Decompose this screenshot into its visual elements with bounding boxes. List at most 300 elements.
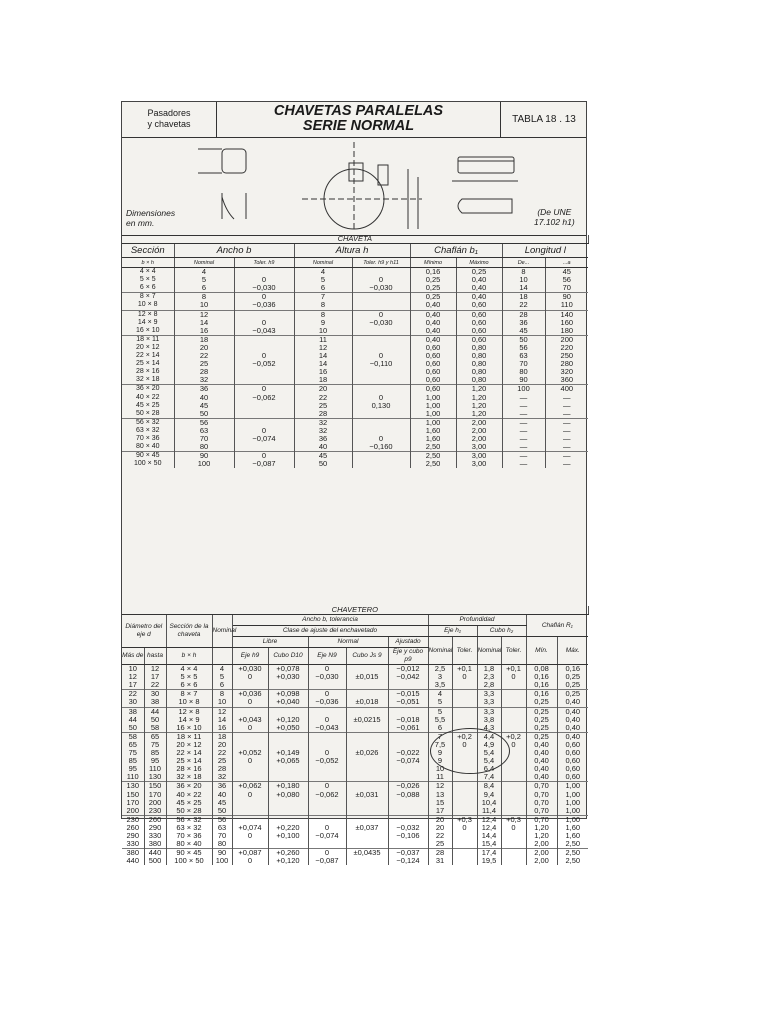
une-line-2: 17.102 h1) <box>534 217 575 227</box>
cell-tb: −0,062 <box>234 394 294 402</box>
cell-d1: 50 <box>122 724 144 733</box>
col-nominal: Nominal <box>212 615 232 648</box>
cell-h1: 22 <box>428 832 452 840</box>
cell-h: 8 <box>294 301 352 310</box>
cell-h1: 25 <box>428 840 452 849</box>
cell-d1: 230 <box>122 815 144 824</box>
cell-l1: 0 <box>232 757 268 765</box>
cell-h1: 6 <box>428 724 452 733</box>
cell-th: −0,110 <box>352 360 410 368</box>
cell-mx: 0,60 <box>565 756 581 766</box>
cell-h1: 5 <box>428 698 452 707</box>
cell-th: −0,160 <box>352 443 410 452</box>
cell-n: 36 <box>212 782 232 791</box>
sub-nominal-cubo: Nominal <box>477 637 501 665</box>
cell-mn: 0,40 <box>526 757 557 765</box>
cell-d2: 260 <box>144 815 166 824</box>
sub-cubo-d10: Cubo D10 <box>268 648 308 665</box>
cell-mx: 1,00 <box>565 805 581 815</box>
cell-mn: 1,00 <box>410 410 456 419</box>
cell-l2: +0,040 <box>268 698 308 707</box>
cell-d2: 150 <box>144 782 166 791</box>
cell-t2 <box>501 681 526 690</box>
cell-de: 10 <box>502 276 545 284</box>
section-line-2: y chavetas <box>147 119 191 129</box>
cell-th: 0 <box>352 394 410 402</box>
cell-tb <box>234 410 294 419</box>
cell-mn: 1,00 <box>410 394 456 402</box>
cell-n: 6 <box>212 681 232 690</box>
sub-blank <box>212 648 232 665</box>
cell-mn: 1,00 <box>410 402 456 410</box>
cell-n: 10 <box>212 698 232 707</box>
cell-mx: 1,20 <box>456 385 502 394</box>
section-label <box>122 102 217 137</box>
cell-a: 90 <box>545 293 588 302</box>
cell-de: — <box>502 443 545 452</box>
cell-mx: 0,60 <box>565 739 581 749</box>
cell-th <box>352 460 410 468</box>
cell-mn: 2,50 <box>410 460 456 468</box>
cell-th <box>352 301 410 310</box>
cell-l2: +0,080 <box>268 791 308 799</box>
cell-mn: 1,20 <box>526 824 557 832</box>
cell-s: 63 × 32 <box>122 427 174 435</box>
cell-t1 <box>452 716 477 724</box>
cell-a: 56 <box>562 275 571 285</box>
cell-n1: 0 <box>308 690 346 699</box>
cell-n: 20 <box>212 741 232 749</box>
cell-t2 <box>501 799 526 807</box>
cell-d2: 330 <box>144 832 166 840</box>
sub-eje-h9: Eje h9 <box>232 648 268 665</box>
cell-h2: 3,3 <box>477 690 501 699</box>
cell-th <box>352 418 410 427</box>
cell-h2: 2,3 <box>477 673 501 681</box>
cell-aj: −0,088 <box>388 791 428 799</box>
cell-n2: ±0,0215 <box>346 716 388 724</box>
cell-aj: −0,042 <box>388 673 428 681</box>
cell-d2: 30 <box>144 690 166 699</box>
cell-mn: 0,25 <box>410 276 456 284</box>
cell-h1: 20 <box>428 824 452 832</box>
cell-mn: 0,25 <box>526 698 557 707</box>
cell-s: 90 × 45 <box>122 452 174 461</box>
cell-d2: 110 <box>144 765 166 773</box>
cell-a: 110 <box>560 300 573 310</box>
cell-a: — <box>563 408 571 418</box>
cell-d1: 58 <box>122 732 144 741</box>
cell-aj: −0,106 <box>388 832 428 840</box>
cell-s: 20 × 12 <box>122 344 174 352</box>
table-row <box>122 360 588 368</box>
cell-th <box>352 410 410 419</box>
sub-toler-h9: Toler. h9 <box>234 258 294 268</box>
cell-h1: 20 <box>428 815 452 824</box>
cell-h: 32 <box>294 418 352 427</box>
cell-l1: 0 <box>232 673 268 681</box>
cell-aj: −0,022 <box>388 749 428 757</box>
cell-b: 50 <box>174 410 234 419</box>
cell-mx: 3,00 <box>456 460 502 468</box>
cell-t2: +0,3 <box>501 815 526 824</box>
cell-d1: 65 <box>122 741 144 749</box>
cell-l1: +0,087 <box>232 849 268 858</box>
cell-th <box>352 368 410 376</box>
cell-l1: +0,043 <box>232 716 268 724</box>
cell-l1 <box>232 807 268 816</box>
cell-mx: 0,40 <box>565 714 581 724</box>
cell-mn: 0,60 <box>410 368 456 376</box>
col-ajustado: Ajustado <box>388 637 428 648</box>
chavetero-table <box>122 606 589 865</box>
section-line-1: Pasadores <box>147 108 191 118</box>
cell-b: 4 <box>174 268 234 277</box>
cell-mn: 0,16 <box>526 690 557 699</box>
cell-mx: 2,00 <box>456 435 502 443</box>
cell-d1: 38 <box>122 707 144 716</box>
cell-mn: 0,16 <box>410 268 456 277</box>
sub-maximo: Máximo <box>456 258 502 268</box>
cell-n1: −0,043 <box>308 724 346 733</box>
cell-mx: 2,50 <box>565 839 581 849</box>
cell-l2: +0,100 <box>268 832 308 840</box>
cell-mn: 2,50 <box>410 443 456 452</box>
cell-h: 28 <box>294 410 352 419</box>
cell-n: 5 <box>212 673 232 681</box>
cell-a: 220 <box>560 342 574 352</box>
cell-aj <box>388 807 428 816</box>
sheet-header <box>122 102 586 138</box>
cell-tb <box>234 368 294 376</box>
sub-min: Mín. <box>526 637 557 665</box>
cell-a: 200 <box>545 335 588 344</box>
cell-n: 8 <box>212 690 232 699</box>
cell-t1 <box>452 707 477 716</box>
cell-mx: 0,40 <box>557 732 588 741</box>
cell-n2: ±0,037 <box>346 824 388 832</box>
col-seccion: Sección <box>122 244 174 258</box>
cell-a: 360 <box>560 375 574 385</box>
cell-d1: 44 <box>122 716 144 724</box>
cell-s: 50 × 28 <box>166 807 212 816</box>
cell-mn: 0,40 <box>410 335 456 344</box>
cell-mx: 1,00 <box>557 782 588 791</box>
cell-n: 50 <box>212 807 232 816</box>
cell-d2: 170 <box>144 791 166 799</box>
cell-n2 <box>346 773 388 782</box>
cell-n2: ±0,015 <box>346 673 388 681</box>
cell-h: 12 <box>294 344 352 352</box>
table-row <box>122 452 588 461</box>
sub-nominal-eje: Nominal <box>428 637 452 665</box>
key-seat-drawing <box>349 163 363 181</box>
cell-n1: 0 <box>308 824 346 832</box>
cell-t1 <box>452 773 477 782</box>
cell-s: 90 × 45 <box>166 849 212 858</box>
cell-s: 6 × 6 <box>122 284 174 293</box>
cell-t2 <box>501 765 526 773</box>
cell-t2: 0 <box>501 673 526 681</box>
cell-a: — <box>563 442 571 452</box>
cell-l1: +0,030 <box>232 665 268 674</box>
cell-n: 28 <box>212 765 232 773</box>
cell-mn: 1,60 <box>410 435 456 443</box>
cell-mx: 0,40 <box>565 722 581 732</box>
cell-s: 32 × 18 <box>166 773 212 782</box>
cell-n: 14 <box>212 716 232 724</box>
cell-l1: 0 <box>232 791 268 799</box>
cell-l2 <box>268 807 308 816</box>
cell-h: 45 <box>294 452 352 461</box>
cell-n1 <box>308 807 346 816</box>
cell-n1: −0,052 <box>308 757 346 765</box>
cell-d2: 44 <box>144 707 166 716</box>
cell-s: 80 × 40 <box>166 840 212 849</box>
cell-de: — <box>502 435 545 443</box>
cell-mx: 1,60 <box>565 830 581 840</box>
cell-s: 14 × 9 <box>166 716 212 724</box>
cell-b: 80 <box>174 443 234 452</box>
cell-a: — <box>563 392 571 402</box>
cell-n1: 0 <box>308 782 346 791</box>
cell-th <box>352 335 410 344</box>
cell-s: 12 × 8 <box>166 707 212 716</box>
cell-a: 400 <box>545 385 588 394</box>
cell-s: 8 × 7 <box>166 690 212 699</box>
cell-h2: 4,4 <box>477 732 501 741</box>
hand-drawn-circle <box>430 728 510 774</box>
sub-bxh: b × h <box>166 648 212 665</box>
cell-l2 <box>268 765 308 773</box>
cell-b: 36 <box>174 385 234 394</box>
cell-h1: 9 <box>428 749 452 757</box>
cell-th <box>352 327 410 336</box>
cell-mn: 0,70 <box>526 791 557 799</box>
sub-hasta: hasta <box>144 648 166 665</box>
cell-aj: −0,026 <box>388 782 428 791</box>
cell-t1: +0,2 <box>452 732 477 741</box>
cell-t1 <box>452 698 477 707</box>
sub-eje-cubo-p9: Eje y cubo p9 <box>388 648 428 665</box>
cell-t1 <box>452 690 477 699</box>
sub-minimo: Mínimo <box>410 258 456 268</box>
cell-d1: 17 <box>122 681 144 690</box>
cell-l2: +0,149 <box>268 749 308 757</box>
cell-d2: 22 <box>144 681 166 690</box>
cell-th: 0 <box>352 310 410 319</box>
cell-d2: 75 <box>144 741 166 749</box>
cell-th <box>352 452 410 461</box>
cell-s: 80 × 40 <box>122 443 174 452</box>
chaveta-band: CHAVETA <box>122 235 588 244</box>
cell-t2 <box>501 807 526 816</box>
cell-d1: 30 <box>122 698 144 707</box>
cell-l2 <box>268 799 308 807</box>
cell-n1: 0 <box>308 665 346 674</box>
cell-s: 22 × 14 <box>166 749 212 757</box>
cell-mx: 0,60 <box>565 764 581 774</box>
cell-t1 <box>452 681 477 690</box>
table-row <box>122 310 588 319</box>
cell-mn: 0,25 <box>526 724 557 733</box>
cell-s: 40 × 22 <box>122 394 174 402</box>
cell-tb <box>234 335 294 344</box>
une-line-1: (De UNE <box>537 207 572 217</box>
cell-d1: 290 <box>122 832 144 840</box>
cell-h: 22 <box>294 394 352 402</box>
cell-s: 4 × 4 <box>166 665 212 674</box>
cell-b: 22 <box>174 352 234 360</box>
cell-a: 280 <box>560 359 574 369</box>
cell-s: 45 × 25 <box>166 799 212 807</box>
cell-mx: 2,50 <box>565 856 581 866</box>
chaveta-table <box>122 235 589 468</box>
cell-n1: 0 <box>308 849 346 858</box>
cell-aj: −0,018 <box>388 716 428 724</box>
cell-t2 <box>501 782 526 791</box>
cell-mn: 0,25 <box>526 716 557 724</box>
table-row <box>122 698 588 707</box>
cell-mn: 0,40 <box>526 773 557 782</box>
cell-mx: 0,80 <box>456 360 502 368</box>
cell-n2: ±0,026 <box>346 749 388 757</box>
cell-h1: 31 <box>428 857 452 865</box>
cell-s: 63 × 32 <box>166 824 212 832</box>
cell-b: 14 <box>174 319 234 327</box>
cell-mx: 0,60 <box>456 310 502 319</box>
cell-n1: −0,074 <box>308 832 346 840</box>
cell-b: 63 <box>174 427 234 435</box>
cell-h2: 3,3 <box>477 698 501 707</box>
cell-l2: +0,180 <box>268 782 308 791</box>
cell-mn: 0,40 <box>526 765 557 773</box>
cell-h: 7 <box>294 293 352 302</box>
cell-aj: −0,015 <box>388 690 428 699</box>
cell-aj: −0,037 <box>388 849 428 858</box>
cell-n: 80 <box>212 840 232 849</box>
cell-h: 16 <box>294 368 352 376</box>
cell-s: 5 × 5 <box>166 673 212 681</box>
cell-n: 40 <box>212 791 232 799</box>
table-id: TABLA 18 . 13 <box>512 114 576 125</box>
cell-a: 70 <box>562 283 571 293</box>
cell-n2 <box>346 732 388 741</box>
sub-nominal-2: Nominal <box>294 258 352 268</box>
cell-s: 18 × 11 <box>122 335 174 344</box>
cell-n: 32 <box>212 773 232 782</box>
dims-line-2: en mm. <box>126 218 155 228</box>
cell-d2: 65 <box>144 732 166 741</box>
key-table-sheet <box>121 101 587 866</box>
cell-h1: 13 <box>428 791 452 799</box>
cell-d1: 150 <box>122 791 144 799</box>
cell-t1 <box>452 799 477 807</box>
cell-h2: 9,4 <box>477 791 501 799</box>
cell-s: 40 × 22 <box>166 791 212 799</box>
table-row <box>122 368 588 376</box>
cell-l2: +0,078 <box>268 665 308 674</box>
cell-s: 8 × 7 <box>122 293 174 302</box>
cell-aj: −0,032 <box>388 824 428 832</box>
cell-aj <box>388 732 428 741</box>
cell-h2: 3,8 <box>477 716 501 724</box>
cell-de: — <box>502 460 545 468</box>
cell-a: 250 <box>560 351 574 361</box>
cell-l2 <box>268 732 308 741</box>
cell-b: 10 <box>174 301 234 310</box>
cell-de: 36 <box>502 319 545 327</box>
table-row <box>122 385 588 394</box>
table-row <box>122 394 588 402</box>
cell-h1: 12 <box>428 782 452 791</box>
cell-b: 16 <box>174 327 234 336</box>
cell-d2: 380 <box>144 840 166 849</box>
cell-n: 45 <box>212 799 232 807</box>
cell-t2 <box>501 832 526 840</box>
title-line-2: SERIE NORMAL <box>302 118 415 134</box>
cell-th: −0,030 <box>352 319 410 327</box>
cell-b: 32 <box>174 376 234 385</box>
cell-h: 50 <box>294 460 352 468</box>
sub-toler-eje: Toler. <box>452 637 477 665</box>
cell-l2: +0,260 <box>268 849 308 858</box>
cell-s: 6 × 6 <box>166 681 212 690</box>
cell-mx: 2,00 <box>456 418 502 427</box>
cell-n: 100 <box>212 857 232 865</box>
cell-s: 100 × 50 <box>166 857 212 865</box>
cell-d1: 260 <box>122 824 144 832</box>
cell-h: 25 <box>294 402 352 410</box>
cell-a: — <box>545 418 588 427</box>
cell-l2: +0,120 <box>268 716 308 724</box>
cell-d1: 75 <box>122 749 144 757</box>
cell-mn: 2,00 <box>526 840 557 849</box>
cell-a: 140 <box>545 310 588 319</box>
cell-mn: 0,60 <box>410 376 456 385</box>
cell-n2: ±0,018 <box>346 698 388 707</box>
sub-eje-n9: Eje N9 <box>308 648 346 665</box>
cell-b: 40 <box>174 394 234 402</box>
chaveta-rows <box>122 268 588 469</box>
col-profundidad: Profundidad <box>428 615 526 626</box>
table-row <box>122 268 588 277</box>
cell-l1: +0,036 <box>232 690 268 699</box>
cell-mx: 0,60 <box>565 772 581 782</box>
cell-n2 <box>346 799 388 807</box>
cell-de: — <box>502 410 545 419</box>
cell-h: 8 <box>294 310 352 319</box>
sub-a: ...a <box>545 258 588 268</box>
cell-s: 50 × 28 <box>122 410 174 419</box>
cell-l1: +0,074 <box>232 824 268 832</box>
cell-t1 <box>452 832 477 840</box>
cell-mn: 0,40 <box>410 310 456 319</box>
cell-b: 100 <box>174 460 234 468</box>
cell-mx: 0,40 <box>557 707 588 716</box>
cell-mx: 1,20 <box>456 410 502 419</box>
col-longitud: Longitud l <box>502 244 588 258</box>
cell-h2: 10,4 <box>477 799 501 807</box>
cell-d2: 95 <box>144 757 166 765</box>
cell-d1: 130 <box>122 782 144 791</box>
cell-t2 <box>501 791 526 799</box>
cell-n1: 0 <box>308 749 346 757</box>
cell-t2 <box>501 849 526 858</box>
cell-de: 8 <box>502 268 545 277</box>
cell-d1: 22 <box>122 690 144 699</box>
cell-b: 20 <box>174 344 234 352</box>
